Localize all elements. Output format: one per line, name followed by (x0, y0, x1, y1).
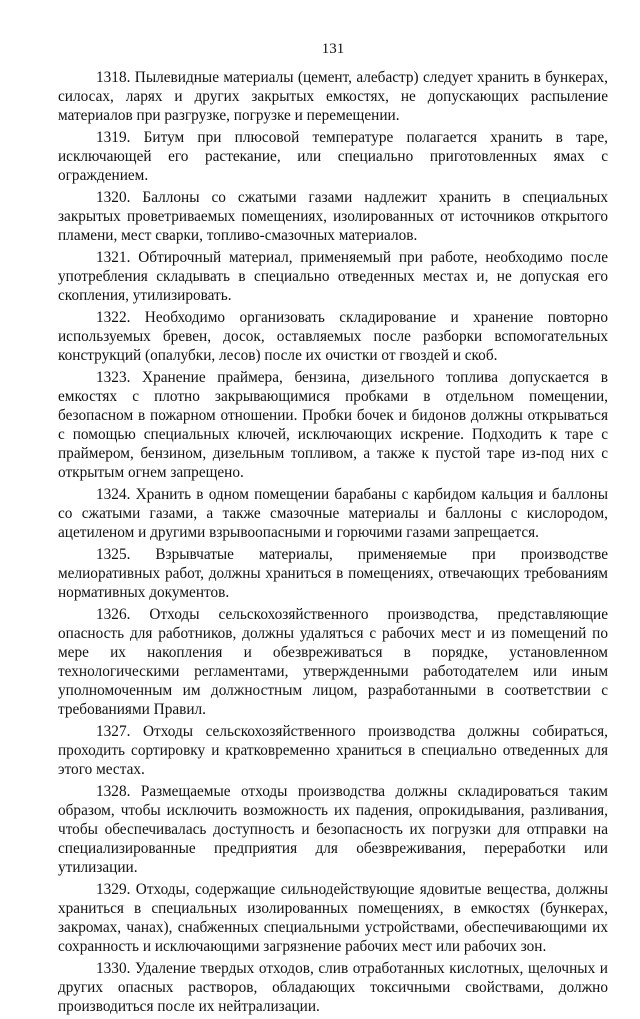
paragraph-1322: 1322. Необходимо организовать складирование и хранение повторно используемых бревен, досок, оставляемых после разборки вспомогательных конструкций (опалубки, лесов) после их очистки от гвоздей и скоб. (58, 309, 608, 364)
paragraph-1320: 1320. Баллоны со сжатыми газами надлежит хранить в специальных закрытых проветриваемых помещениях, изолированных от источников открытого пламени, мест сварки, топливо-смазочных материалов. (58, 189, 608, 244)
paragraph-1324: 1324. Хранить в одном помещении барабаны с карбидом кальция и баллоны со сжатыми газами, а также смазочные материалы и баллоны с кислородом, ацетиленом и другими взрывоопасными и горючими газами запрещается. (58, 486, 608, 541)
page-number: 131 (321, 41, 345, 57)
paragraph-1329: 1329. Отходы, содержащие сильнодействующие ядовитые вещества, должны храниться в специальных изолированных помещениях, в емкостях (бункерах, закромах, чанах), снабженных специальными устройствами, обеспечивающими их сохранность и исключающими загрязнение рабочих мест или рабочих зон. (58, 881, 608, 955)
document-page (58, 0, 608, 1019)
paragraph-1323: 1323. Хранение праймера, бензина, дизельного топлива допускается в емкостях с плотно закрывающимися пробками в отдельном помещении, безопасном в пожарном отношении. Пробки бочек и бидонов должны открываться с помощью специальных ключей, исключающих искрение. Подходить к таре с праймером, бензином, дизельным топливом, а также к пустой таре из-под них с открытым огнем запрещено. (58, 369, 608, 481)
paragraph-1319: 1319. Битум при плюсовой температуре полагается хранить в таре, исключающей его растекание, или специально приготовленных ямах с ограждением. (58, 129, 608, 184)
paragraph-1325: 1325. Взрывчатые материалы, применяемые при производстве мелиоративных работ, должны храниться в помещениях, отвечающих требованиям нормативных документов. (58, 546, 608, 601)
paragraph-1330: 1330. Удаление твердых отходов, слив отработанных кислотных, щелочных и других опасных растворов, обладающих токсичными свойствами, должно производиться после их нейтрализации. (58, 960, 608, 1015)
paragraph-1326: 1326. Отходы сельскохозяйственного производства, представляющие опасность для работников, должны удаляться с рабочих мест и из помещений по мере их накопления и обезвреживаться в порядке, установленном технологическими регламентами, утвержденными работодателем или иным уполномоченным им должностным лицом, разработанными в соответствии с требованиями Правил. (58, 606, 608, 718)
paragraph-1321: 1321. Обтирочный материал, применяемый при работе, необходимо после употребления складывать в специально отведенных местах и, не допуская его скопления, утилизировать. (58, 249, 608, 304)
document-body (58, 68, 608, 1016)
paragraph-1328: 1328. Размещаемые отходы производства должны складироваться таким образом, чтобы исключить возможность их падения, опрокидывания, разливания, чтобы обеспечивалась доступность и безопасность их погрузки для отправки на специализированные предприятия для обезвреживания, переработки или утилизации. (58, 783, 608, 876)
paragraph-1318: 1318. Пылевидные материалы (цемент, алебастр) следует хранить в бункерах, силосах, ларях и других закрытых емкостях, не допускающих распыление материалов при разгрузке, погрузке и перемещении. (58, 69, 608, 124)
paragraph-1327: 1327. Отходы сельскохозяйственного производства должны собираться, проходить сортировку и кратковременно храниться в специально отведенных для этого местах. (58, 723, 608, 778)
